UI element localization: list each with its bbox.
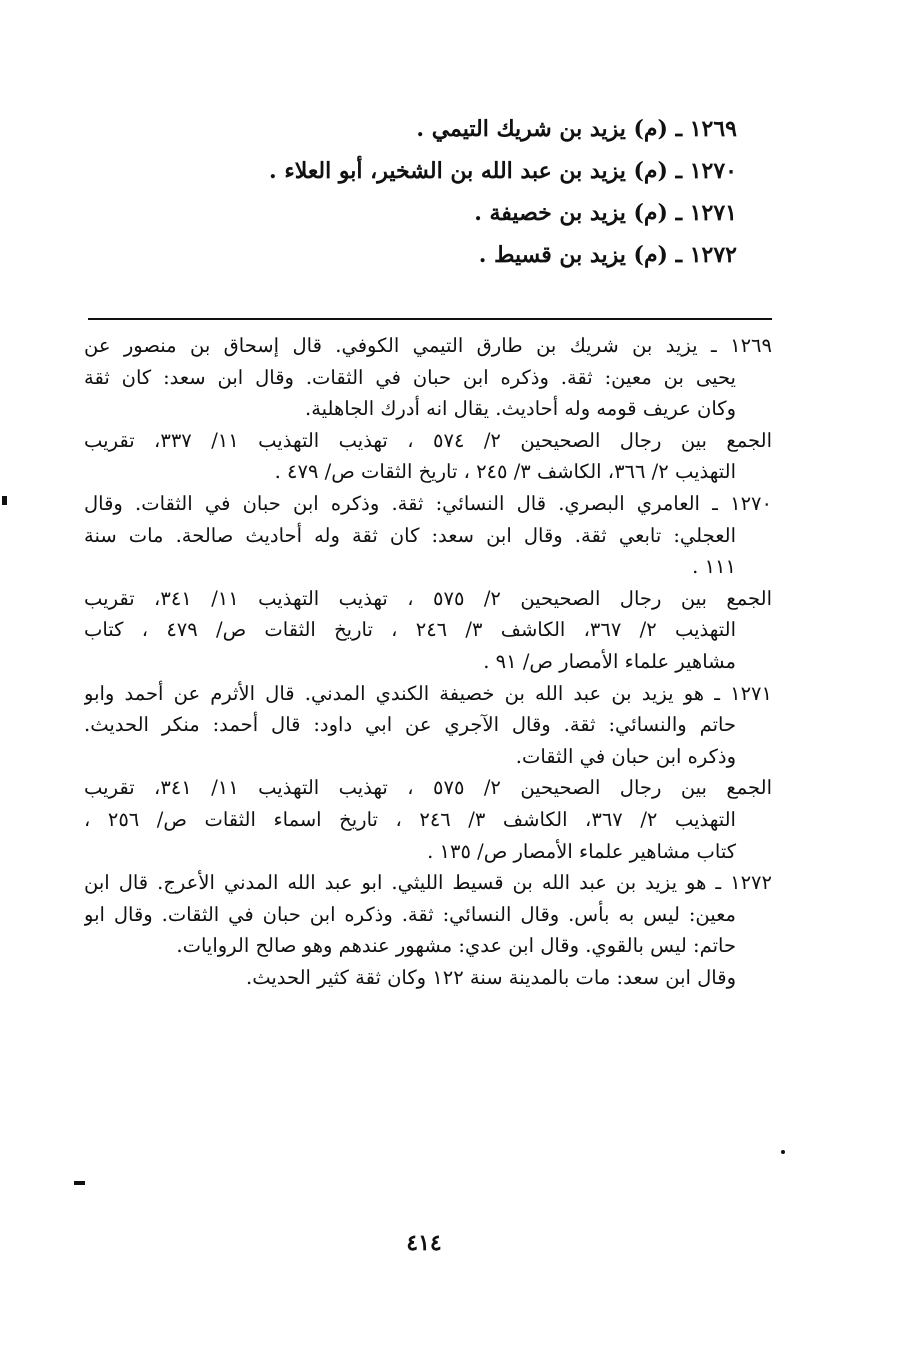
footnote-1272 [84, 867, 772, 993]
footnote-line: حاتم: ليس بالقوي. وقال ابن عدي: مشهور عندهم وهو صالح الروايات. [176, 934, 736, 958]
reference-line: التهذيب ٢/ ٣٦٧، الكاشف ٣/ ٢٤٦ ، تاريخ الثقات ص/ ٤٧٩ ، كتاب [84, 618, 736, 642]
footnote-1269 [84, 330, 772, 488]
footnote-line: ١١١ . [692, 555, 736, 579]
footnote-line: حاتم والنسائي: ثقة. وقال الآجري عن ابي داود: قال أحمد: منكر الحديث. [84, 713, 736, 737]
entry-title: ١٢٧٢ ـ (م) يزيد بن قسيط . [478, 242, 737, 268]
reference-line: الجمع بين رجال الصحيحين ٢/ ٥٧٤ ، تهذيب التهذيب ١١/ ٣٣٧، تقريب [84, 428, 772, 452]
footnote-line: وقال ابن سعد: مات بالمدينة سنة ١٢٢ وكان ثقة كثير الحديث. [246, 965, 736, 989]
footnote-line: معين: ليس به بأس. وقال النسائي: ثقة. وذكره ابن حبان في الثقات. وقال ابو [84, 902, 736, 926]
footnote-line: ١٢٦٩ ـ يزيد بن شريك بن طارق التيمي الكوفي. قال إسحاق بن منصور عن [84, 334, 772, 357]
footnote-line: وذكره ابن حبان في الثقات. [515, 744, 736, 768]
footnote-line: وكان عريف قومه وله أحاديث. يقال انه أدرك الجاهلية. [305, 397, 736, 421]
footnote-line: يحيى بن معين: ثقة. وذكره ابن حبان في الثقات. وقال ابن سعد: كان ثقة [84, 365, 736, 389]
reference-line: مشاهير علماء الأمصار ص/ ٩١ . [483, 649, 736, 673]
footnote-1271 [84, 678, 772, 868]
footnote-line: العجلي: تابعي ثقة. وقال ابن سعد: كان ثقة وله أحاديث صالحة. مات سنة [84, 523, 736, 547]
footnote-line: ١٢٧٠ ـ العامري البصري. قال النسائي: ثقة. وذكره ابن حبان في الثقات. وقال [84, 491, 772, 515]
reference-line: التهذيب ٢/ ٣٦٧، الكاشف ٣/ ٢٤٦ ، تاريخ اسماء الثقات ص/ ٢٥٦ ، [84, 807, 736, 831]
reference-line: الجمع بين رجال الصحيحين ٢/ ٥٧٥ ، تهذيب التهذيب ١١/ ٣٤١، تقريب [84, 776, 772, 800]
footnote-line: ١٢٧٢ ـ هو يزيد بن عبد الله بن قسيط الليثي. ابو عبد الله المدني الأعرج. قال ابن [84, 871, 772, 895]
entry-list [177, 108, 737, 276]
entry-title: ١٢٧٠ ـ (م) يزيد بن عبد الله بن الشخير، أبو العلاء . [269, 158, 737, 184]
footnote-line: ١٢٧١ ـ هو يزيد بن عبد الله بن خصيفة الكندي المدني. قال الأثرم عن أحمد وابو [84, 681, 772, 705]
page-number: ٤١٤ [406, 1230, 442, 1256]
reference-line: الجمع بين رجال الصحيحين ٢/ ٥٧٥ ، تهذيب التهذيب ١١/ ٣٤١، تقريب [84, 586, 772, 610]
margin-mark [74, 1181, 85, 1185]
footnote-1270 [84, 488, 772, 678]
reference-line: كتاب مشاهير علماء الأمصار ص/ ١٣٥ . [427, 839, 736, 863]
footnote-separator [88, 318, 772, 320]
entry-title: ١٢٦٩ ـ (م) يزيد بن شريك التيمي . [416, 116, 737, 142]
margin-mark [2, 496, 7, 505]
margin-mark [781, 1150, 785, 1154]
footnotes [84, 330, 772, 993]
entry-title: ١٢٧١ ـ (م) يزيد بن خصيفة . [474, 200, 737, 226]
reference-line: التهذيب ٢/ ٣٦٦، الكاشف ٣/ ٢٤٥ ، تاريخ الثقات ص/ ٤٧٩ . [274, 460, 736, 484]
